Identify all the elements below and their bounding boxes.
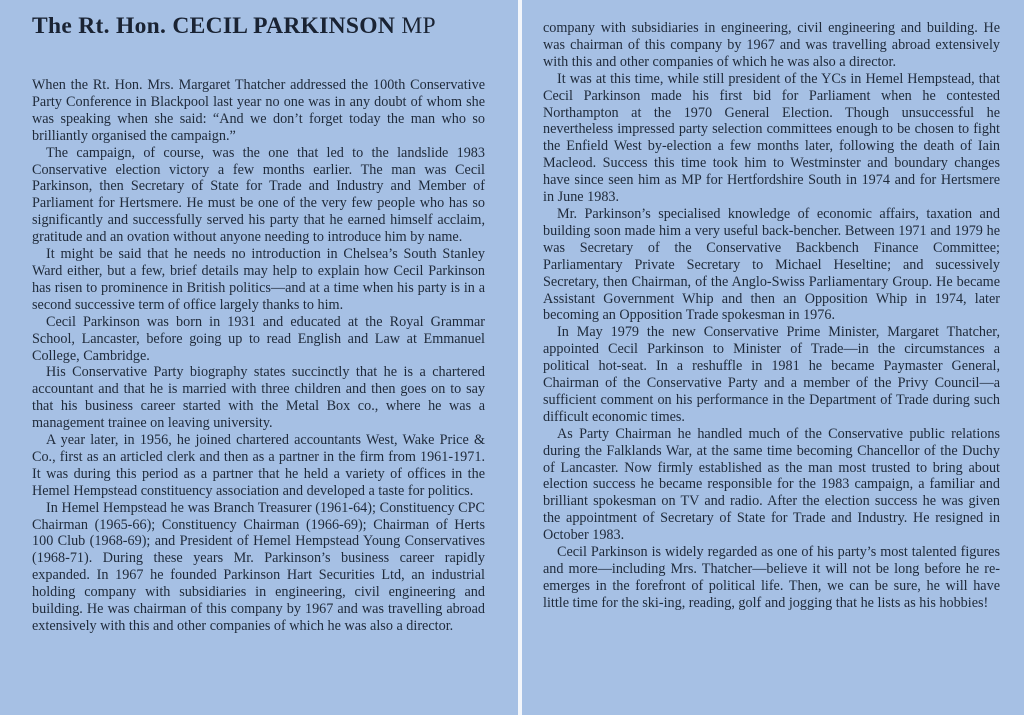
paragraph: In Hemel Hempstead he was Branch Treasurer (1961-64); Constituency CPC Chairman (1965-66); Constituency Chairman (1966-69); Chairman of Herts 100 Club (1968-69); and President of Hemel Hempstead Young Conservatives (1968-71). During these years Mr. Parkinson’s business career rapidly expanded. In 1967 he founded Parkinson Hart Securities Ltd, an industrial holding company with subsidiaries in engineering, civil engineering and building. He was chairman of this company by 1967 and was travelling abroad extensively with this and other companies of which he was also a director. <box>32 499 485 634</box>
title-name: The Rt. Hon. CECIL PARKINSON <box>32 13 396 39</box>
paragraph: It was at this time, while still president of the YCs in Hemel Hempstead, that Cecil Parkinson made his first bid for Parliament when he contested Northampton at the 1970 General Election. Though unsuccessful he nevertheless impressed party selection committees enough to be chosen to fight the Enfield West by-election a few months later, following the death of Iain Macleod. Success this time took him to Westminster and boundary changes have since seen him as MP for Hertfordshire South in 1974 and for Hertsmere in June 1983. <box>543 70 1000 206</box>
article-title <box>32 10 485 42</box>
paragraph: When the Rt. Hon. Mrs. Margaret Thatcher addressed the 100th Conservative Party Conference in Blackpool last year no one was in any doubt of whom she was speaking when she said: “And we don’t forget today the man who so brilliantly organised the campaign.” <box>32 77 485 144</box>
paragraph: Cecil Parkinson is widely regarded as one of his party’s most talented figures and more—including Mrs. Thatcher—believe it will not be long before he re-emerges in the forefront of political life. Then, we can be sure, he will have little time for the ski-ing, reading, golf and jogging that he lists as his hobbies! <box>543 544 1000 611</box>
continued-paragraph: company with subsidiaries in engineering, civil engineering and building. He was chairman of this company by 1967 and was travelling abroad extensively with this and other companies of which he was also a director. <box>543 20 1000 70</box>
paragraph: Mr. Parkinson’s specialised knowledge of economic affairs, taxation and building soon made him a very useful back-bencher. Between 1971 and 1979 he was Secretary of the Conservative Backbench Finance Committee; Parliamentary Private Secretary to Michael Heseltine; and sucessively Secretary, then Chairman, of the Anglo-Swiss Parliamentary Group. He became Assistant Government Whip and then an Opposition Whip in 1974, later becoming an Opposition Trade spokesman in 1976. <box>543 205 1000 324</box>
paragraph: In May 1979 the new Conservative Prime Minister, Margaret Thatcher, appointed Cecil Parkinson to Minister of Trade—in the circumstances a political hot-seat. In a reshuffle in 1981 he became Paymaster General, Chairman of the Conservative Party and a member of the Privy Council—a sufficient comment on his performance in the Department of Trade during such difficult economic times. <box>543 324 1000 425</box>
right-page <box>522 0 1024 715</box>
paragraph: It might be said that he needs no introduction in Chelsea’s South Stanley Ward either, but a few, brief details may help to explain how Cecil Parkinson has risen to prominence in British politics—and at a time when his party is in a second successive term of office largely thanks to him. <box>32 246 485 313</box>
paragraph: A year later, in 1956, he joined chartered accountants West, Wake Price & Co., first as an articled clerk and then as a partner in the firm from 1961-1971. It was during this period as a partner that he held a variety of offices in the Hemel Hempstead constituency association and developed a taste for politics. <box>32 432 485 499</box>
paragraph: His Conservative Party biography states succinctly that he is a chartered accountant and that he is married with three children and then goes on to say that his business career started with the Metal Box co., where he was a management trainee on leaving university. <box>32 364 485 432</box>
left-article-body <box>32 77 485 635</box>
paragraph: Cecil Parkinson was born in 1931 and educated at the Royal Grammar School, Lancaster, before going up to read English and Law at Emmanuel College, Cambridge. <box>32 313 485 364</box>
paragraph: As Party Chairman he handled much of the Conservative public relations during the Falklands War, at the same time becoming Chancellor of the Duchy of Lancaster. Now firmly established as the man most trusted to bring about election success he became responsible for the 1983 campaign, a familiar and brilliant spokesman on TV and radio. After the election success he was given the appointment of Secretary of State for Trade and Industry. He resigned in October 1983. <box>543 425 1000 544</box>
right-article-body <box>543 20 1000 612</box>
paragraph: The campaign, of course, was the one that led to the landslide 1983 Conservative election victory a few months earlier. The man was Cecil Parkinson, then Secretary of State for Trade and Industry and Member of Parliament for Hertsmere. He must be one of the very few people who has so significantly and successfully served his party that he earned himself acclaim, gratitude and an ovation without anyone needing to introduce him by name. <box>32 144 485 246</box>
title-suffix: MP <box>401 13 436 39</box>
